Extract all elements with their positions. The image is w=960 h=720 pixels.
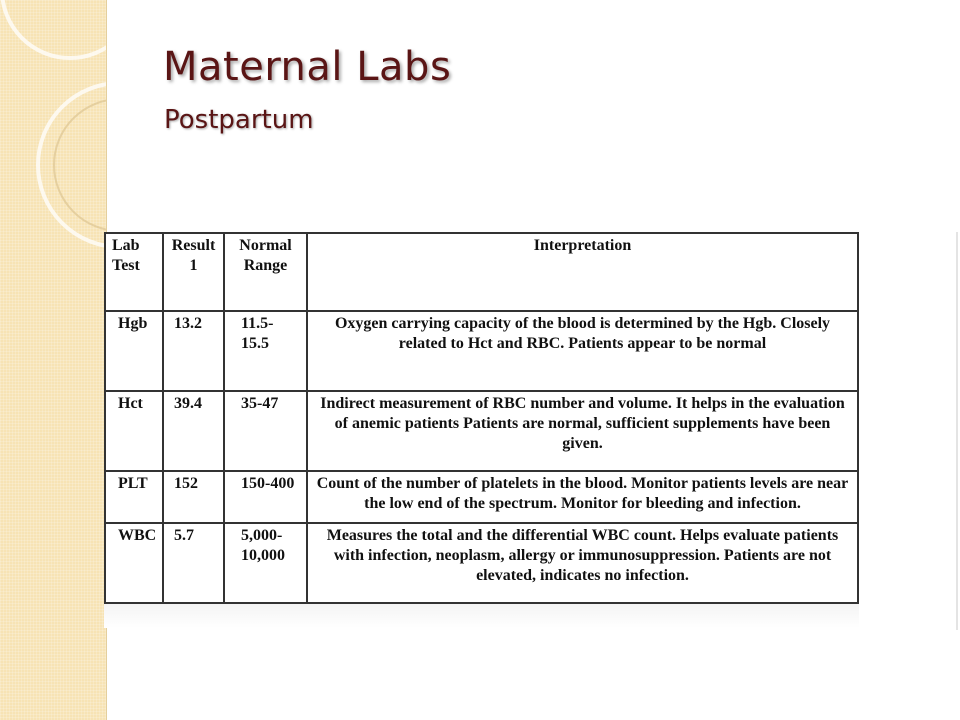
- table-row: [105, 523, 858, 603]
- row-lab-name: WBC: [105, 523, 163, 603]
- row-result: 39.4: [163, 391, 224, 471]
- lab-table-container: [104, 232, 859, 604]
- table-row: [105, 391, 858, 471]
- page-subtitle: Postpartum: [164, 105, 314, 135]
- row-normal-range: 35-47: [224, 391, 307, 471]
- header-normal-range: Normal Range: [224, 233, 307, 311]
- header-result: Result 1: [163, 233, 224, 311]
- row-normal-range: 5,000-10,000: [224, 523, 307, 603]
- table-row: [105, 471, 858, 523]
- row-normal-range: 150-400: [224, 471, 307, 523]
- row-lab-name: Hct: [105, 391, 163, 471]
- page-title: Maternal Labs: [163, 44, 452, 90]
- row-normal-range: 11.5-15.5: [224, 311, 307, 391]
- lab-results-table: [104, 232, 859, 604]
- table-header-row: [105, 233, 858, 311]
- row-lab-name: Hgb: [105, 311, 163, 391]
- row-interpretation: Oxygen carrying capacity of the blood is determined by the Hgb. Closely related to Hct and RBC. Patients appear to be normal: [307, 311, 858, 391]
- sidebar-rings-graphic: [0, 0, 106, 720]
- table-bottom-shade: [104, 604, 859, 628]
- row-result: 152: [163, 471, 224, 523]
- slide-edge-line: [956, 232, 958, 630]
- row-interpretation: Count of the number of platelets in the blood. Monitor patients levels are near the low end of the spectrum. Monitor for bleeding and infection.: [307, 471, 858, 523]
- row-interpretation: Measures the total and the differential WBC count. Helps evaluate patients with infection, neoplasm, allergy or immunosuppression. Patients are not elevated, indicates no infection.: [307, 523, 858, 603]
- table-row: [105, 311, 858, 391]
- decorative-sidebar: [0, 0, 107, 720]
- header-lab-test: Lab Test: [105, 233, 163, 311]
- row-lab-name: PLT: [105, 471, 163, 523]
- row-result: 13.2: [163, 311, 224, 391]
- row-result: 5.7: [163, 523, 224, 603]
- row-interpretation: Indirect measurement of RBC number and volume. It helps in the evaluation of anemic patients Patients are normal, sufficient supplements have been given.: [307, 391, 858, 471]
- header-interpretation: Interpretation: [307, 233, 858, 311]
